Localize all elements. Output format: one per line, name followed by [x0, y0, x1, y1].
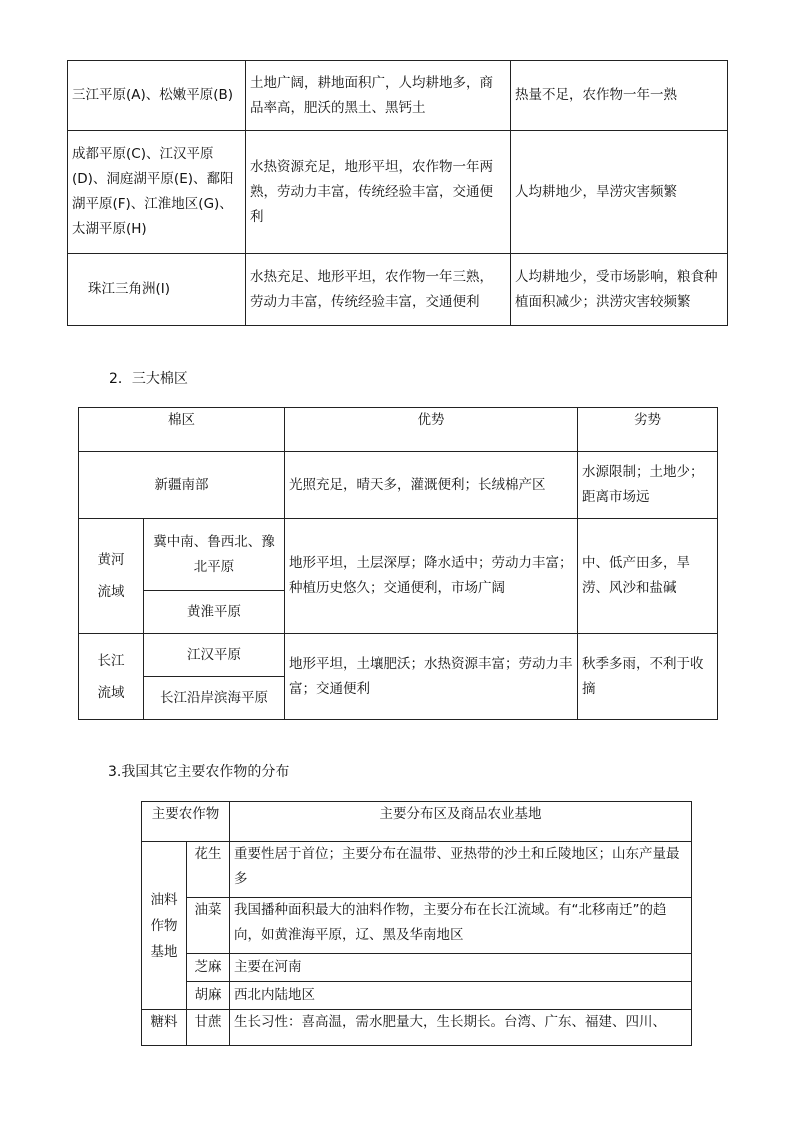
table-row: [79, 634, 718, 677]
crop-cell: 胡麻: [187, 982, 230, 1010]
disadvantage-cell: 热量不足，农作物一年一熟: [511, 61, 728, 131]
disadvantage-cell: 人均耕地少，受市场影响，粮食种植面积减少；洪涝灾害较频繁: [511, 254, 728, 326]
crop-cell: 油菜: [187, 898, 230, 954]
description-cell: 生长习性：喜高温，需水肥量大，生长期长。台湾、广东、福建、四川、: [230, 1010, 692, 1046]
basin-cell: 黄河流域: [79, 519, 144, 634]
table-row: [142, 954, 692, 982]
crop-group-cell: 油料作物基地: [142, 842, 187, 1010]
column-header: 劣势: [578, 408, 718, 452]
region-cell: 三江平原(A)、松嫩平原(B): [68, 61, 246, 131]
advantage-cell: 光照充足，晴天多，灌溉便利；长绒棉产区: [285, 452, 578, 519]
table-row: [142, 982, 692, 1010]
table-row: [142, 1010, 692, 1046]
disadvantage-cell: 中、低产田多，旱涝、风沙和盐碱: [578, 519, 718, 634]
crop-group-cell: 糖料: [142, 1010, 187, 1046]
table-header-row: [79, 408, 718, 452]
column-header: 优势: [285, 408, 578, 452]
disadvantage-cell: 秋季多雨，不利于收摘: [578, 634, 718, 720]
advantage-cell: 土地广阔，耕地面积广，人均耕地多，商品率高，肥沃的黑土、黑钙土: [246, 61, 511, 131]
advantage-cell: 地形平坦，土壤肥沃；水热资源丰富；劳动力丰富；交通便利: [285, 634, 578, 720]
grain-base-table: [67, 60, 728, 326]
basin-cell: 长江流域: [79, 634, 144, 720]
table-row: [68, 131, 728, 254]
advantage-cell: 水热充足、地形平坦，农作物一年三熟，劳动力丰富，传统经验丰富，交通便利: [246, 254, 511, 326]
sub-area-cell: 黄淮平原: [144, 591, 285, 634]
description-cell: 重要性居于首位；主要分布在温带、亚热带的沙土和丘陵地区；山东产量最多: [230, 842, 692, 898]
table-row: [79, 452, 718, 519]
description-cell: 主要在河南: [230, 954, 692, 982]
column-header: 棉区: [79, 408, 285, 452]
section-title: 2．三大棉区: [109, 371, 188, 387]
crop-cell: 甘蔗: [187, 1010, 230, 1046]
sub-area-cell: 江汉平原: [144, 634, 285, 677]
section-title: 3.我国其它主要农作物的分布: [108, 764, 290, 780]
column-header: 主要农作物: [142, 802, 230, 842]
table-row: [79, 519, 718, 591]
cotton-area-table: [78, 407, 718, 720]
advantage-cell: 水热资源充足，地形平坦，农作物一年两熟，劳动力丰富，传统经验丰富，交通便利: [246, 131, 511, 254]
area-cell: 新疆南部: [79, 452, 285, 519]
crop-cell: 芝麻: [187, 954, 230, 982]
sub-area-cell: 长江沿岸滨海平原: [144, 677, 285, 720]
column-header: 主要分布区及商品农业基地: [230, 802, 692, 842]
description-cell: 西北内陆地区: [230, 982, 692, 1010]
description-cell: 我国播种面积最大的油料作物，主要分布在长江流域。有“北移南迁”的趋向，如黄淮海平原，辽、黑及华南地区: [230, 898, 692, 954]
region-cell: 珠江三角洲(I): [68, 254, 246, 326]
table-header-row: [142, 802, 692, 842]
crop-cell: 花生: [187, 842, 230, 898]
table-row: [68, 61, 728, 131]
table-row: [142, 842, 692, 898]
region-cell: 成都平原(C)、江汉平原(D)、洞庭湖平原(E)、鄱阳湖平原(F)、江淮地区(G)、太湖平原(H): [68, 131, 246, 254]
crop-distribution-table: [141, 801, 692, 1046]
table-row: [68, 254, 728, 326]
sub-area-cell: 冀中南、鲁西北、豫北平原: [144, 519, 285, 591]
disadvantage-cell: 人均耕地少，旱涝灾害频繁: [511, 131, 728, 254]
disadvantage-cell: 水源限制；土地少；距离市场远: [578, 452, 718, 519]
table-row: [142, 898, 692, 954]
advantage-cell: 地形平坦，土层深厚；降水适中；劳动力丰富；种植历史悠久；交通便利，市场广阔: [285, 519, 578, 634]
